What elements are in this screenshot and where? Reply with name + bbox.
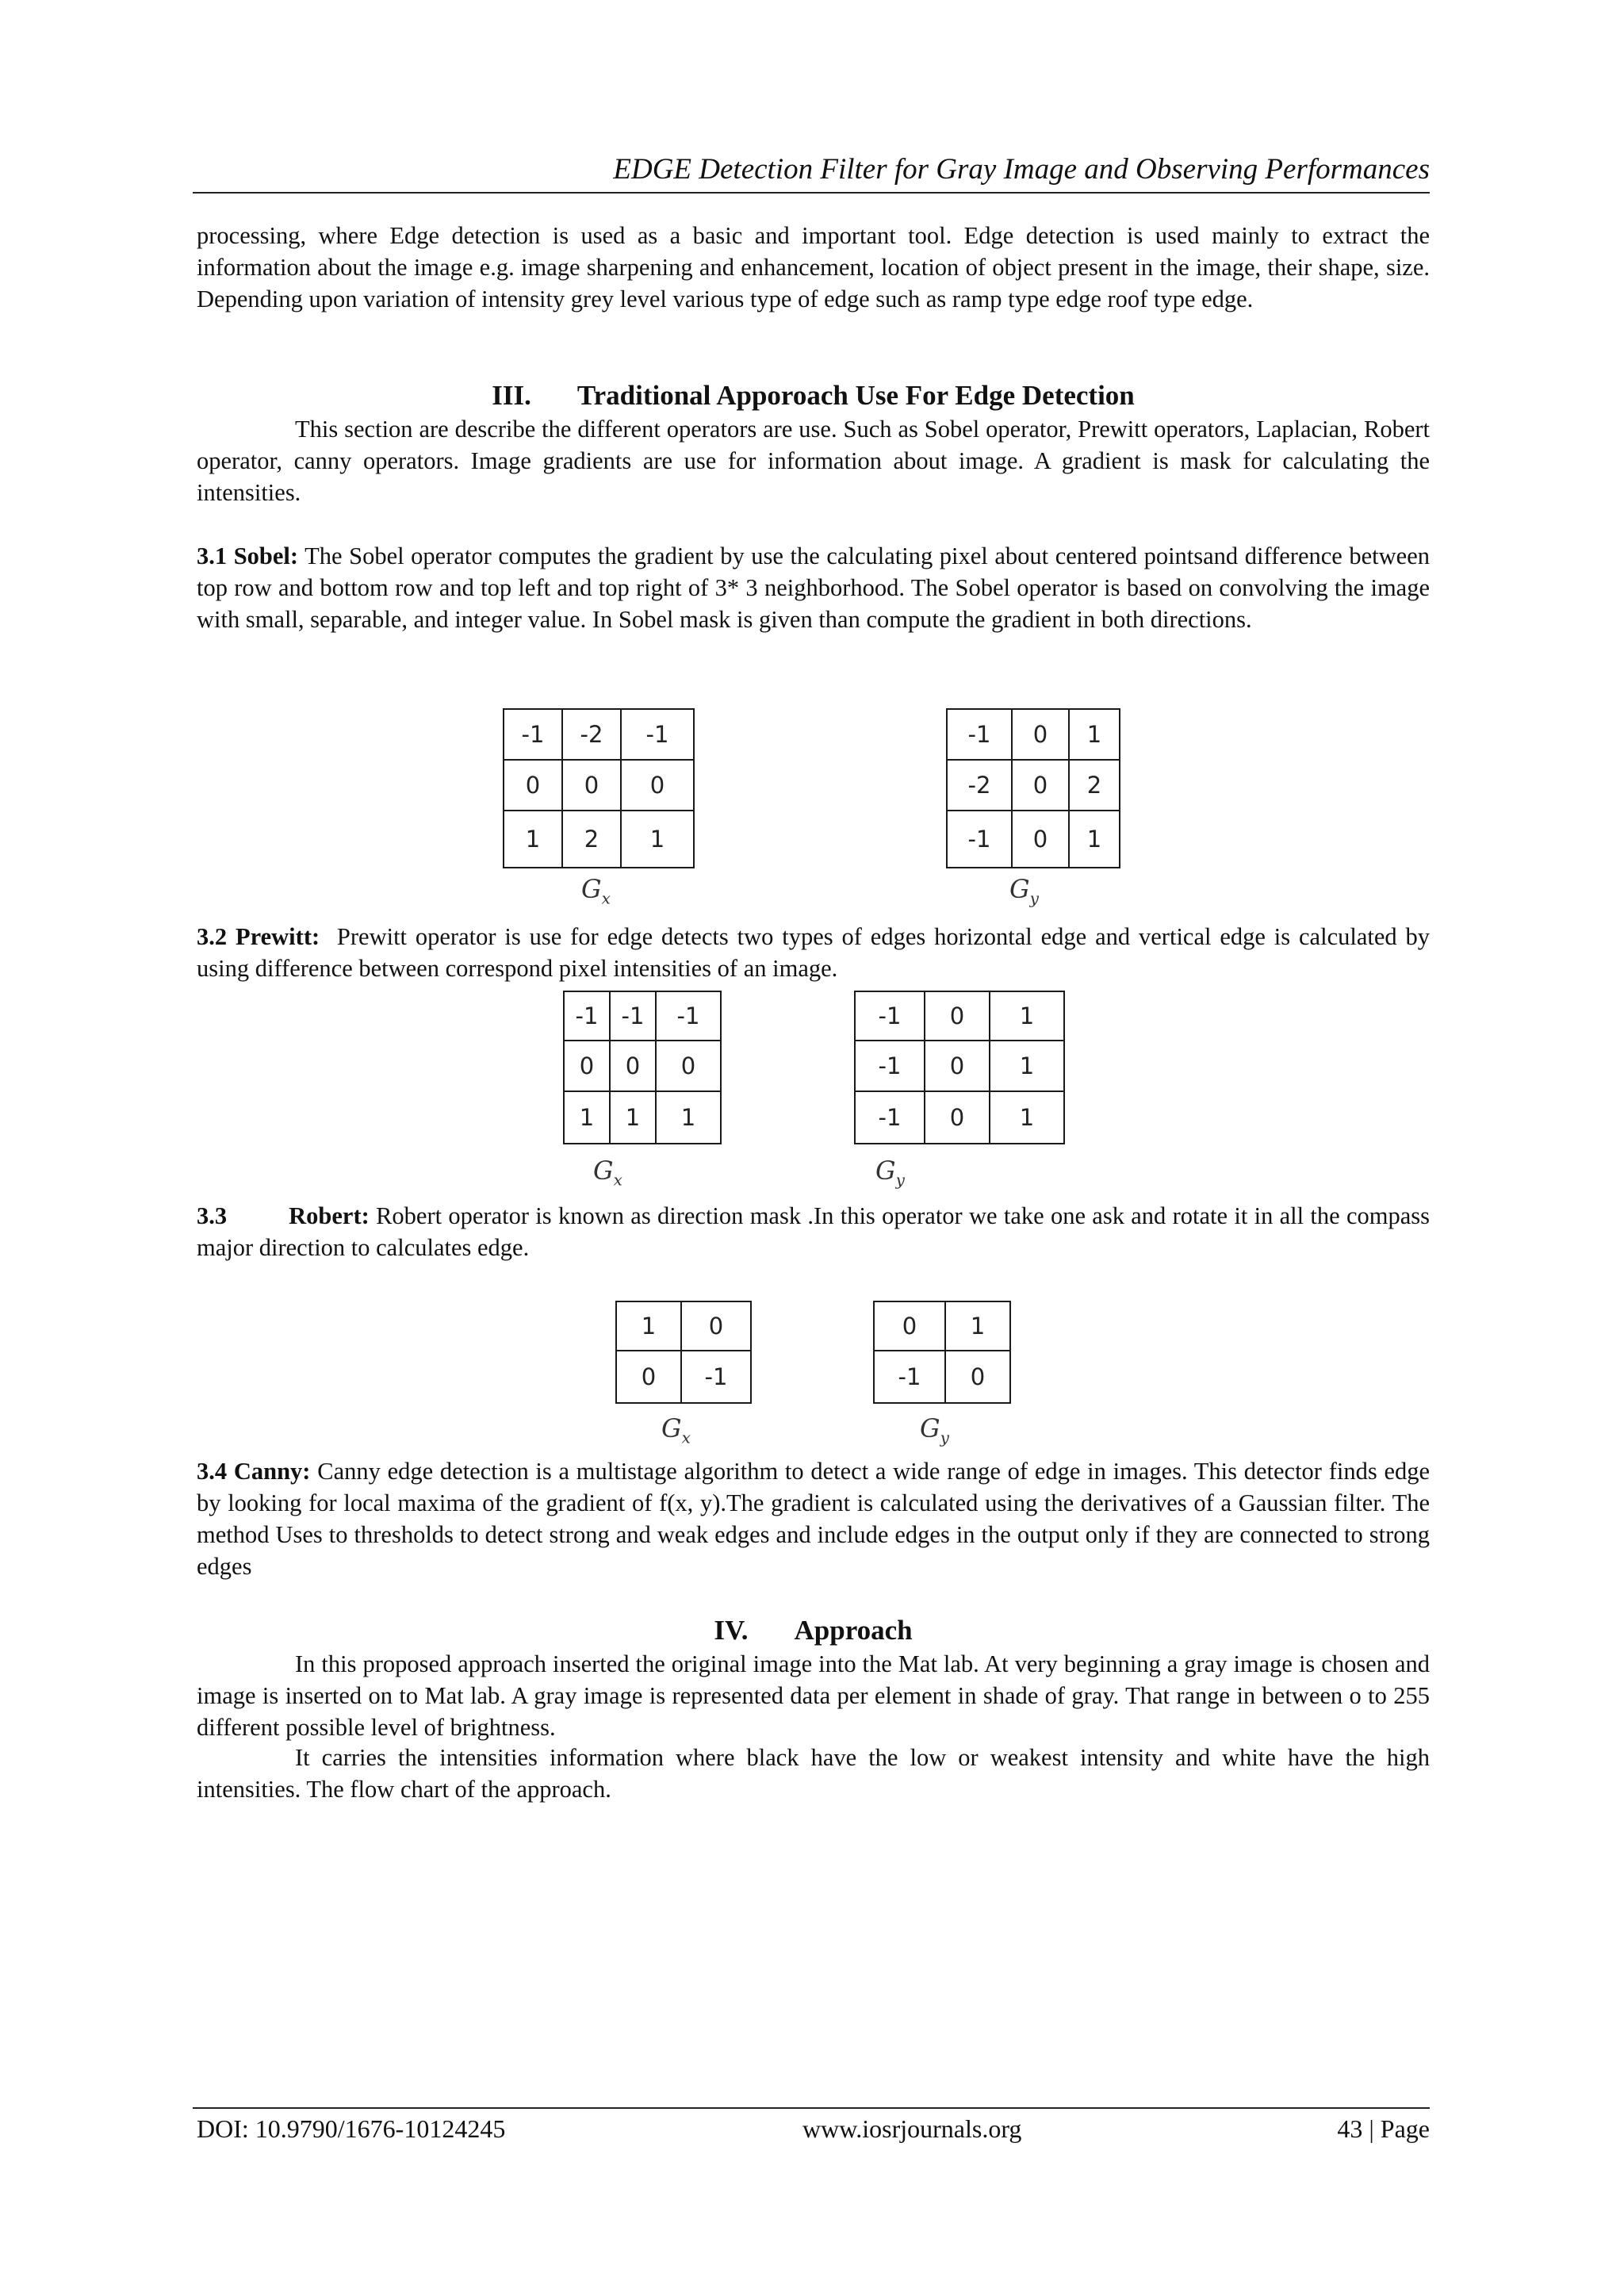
mask-row: [616, 1301, 751, 1351]
sobel-paragraph: [197, 540, 1430, 635]
mask-row: [947, 811, 1120, 868]
sobel-gy-mask: [946, 708, 1120, 868]
section-3-paragraph: This section are describe the different operators are use. Such as Sobel operator, Prewitt operators, Laplacian, Robert operator, canny operators. Image gradients are use for information about image. A gradient is mask for calculating the intensities.: [197, 416, 1430, 506]
sobel-gx-mask: [503, 708, 695, 868]
mask-cell: 1: [564, 1091, 610, 1144]
robert-paragraph: [197, 1200, 1430, 1263]
mask-row: [564, 1091, 721, 1144]
mask-cell: -1: [681, 1351, 751, 1403]
prewitt-gy-label: [875, 1156, 905, 1189]
footer-page-number: 43 | Page: [1337, 2114, 1430, 2143]
prewitt-text: Prewitt operator is use for edge detects two types of edges horizontal edge and vertical edge is calculated by using difference between correspond pixel intensities of an image.: [197, 923, 1431, 982]
canny-label: 3.4 Canny:: [197, 1458, 311, 1485]
robert-gx-mask: [615, 1301, 752, 1404]
mask-cell: -2: [947, 760, 1012, 811]
footer-website[interactable]: www.iosrjournals.org: [802, 2114, 1022, 2143]
header-rule: [193, 192, 1430, 194]
prewitt-paragraph: [197, 921, 1430, 984]
mask-row: [855, 1091, 1064, 1144]
section-4-title: Approach: [794, 1615, 913, 1646]
mask-row: [564, 1041, 721, 1091]
mask-cell: 0: [1012, 709, 1069, 760]
mask-cell: 1: [990, 991, 1064, 1041]
mask-cell: -1: [610, 991, 656, 1041]
mask-cell: 2: [1069, 760, 1120, 811]
canny-text: Canny edge detection is a multistage algorithm to detect a wide range of edge in images. This detector finds edge by looking for local maxima of the gradient of f(x, y).The gradient is calculated using the derivatives of a Gaussian filter. The method Uses to thresholds to detect strong and weak edges and include edges in the output only if they are connected to strong edges: [197, 1458, 1431, 1580]
gx-subscript: x: [613, 1170, 622, 1190]
gy-letter: G: [1009, 874, 1030, 904]
mask-cell: 1: [656, 1091, 721, 1144]
mask-cell: -1: [947, 811, 1012, 868]
mask-cell: 0: [945, 1351, 1010, 1403]
mask-cell: 0: [1012, 760, 1069, 811]
mask-cell: -1: [874, 1351, 945, 1403]
robert-text: Robert operator is known as direction mask .In this operator we take one ask and rotate it in all the compass major direction to calculates edge.: [197, 1202, 1431, 1261]
mask-cell: 1: [504, 811, 562, 868]
footer-rule: [193, 2107, 1430, 2109]
mask-cell: 0: [874, 1301, 945, 1351]
mask-cell: 0: [504, 760, 562, 811]
footer-doi: DOI: 10.9790/1676-10124245: [197, 2114, 506, 2143]
mask-row: [874, 1351, 1010, 1403]
robert-label: Robert:: [289, 1202, 370, 1229]
gy-subscript: y: [940, 1428, 949, 1447]
mask-row: [947, 760, 1120, 811]
mask-cell: 1: [990, 1041, 1064, 1091]
mask-cell: 0: [925, 1041, 990, 1091]
gx-subscript: x: [681, 1428, 691, 1447]
section-3-title: Traditional Apporoach Use For Edge Detection: [576, 380, 1135, 411]
mask-cell: 1: [945, 1301, 1010, 1351]
mask-cell: 1: [1069, 709, 1120, 760]
intro-paragraph: processing, where Edge detection is used as a basic and important tool. Edge detection is used mainly to extract the information about the image e.g. image sharpening and enhancement, location of object present in the image, their shape, size. Depending upon variation of intensity grey level various type of edge such as ramp type edge roof type edge.: [197, 222, 1430, 312]
mask-row: [616, 1351, 751, 1403]
robert-number: 3.3: [197, 1202, 228, 1229]
running-header: EDGE Detection Filter for Gray Image and Observing Performances: [613, 153, 1430, 186]
mask-cell: 1: [1069, 811, 1120, 868]
mask-row: [947, 709, 1120, 760]
section-4-paragraph-2: It carries the intensities information where black have the low or weakest intensity and white have the high intensities. The flow chart of the approach.: [197, 1744, 1430, 1803]
mask-row: [564, 991, 721, 1041]
gx-letter: G: [581, 874, 602, 904]
canny-paragraph: [197, 1455, 1430, 1582]
prewitt-gx-mask: [563, 991, 722, 1144]
mask-row: [504, 811, 694, 868]
mask-row: [504, 709, 694, 760]
prewitt-label: 3.2 Prewitt:: [197, 923, 320, 950]
mask-cell: 1: [610, 1091, 656, 1144]
prewitt-gy-mask: [854, 991, 1065, 1144]
gx-letter: G: [661, 1413, 682, 1443]
section-4-number: IV.: [714, 1615, 749, 1646]
gx-subscript: x: [601, 888, 611, 908]
sobel-label: 3.1 Sobel:: [197, 542, 299, 569]
mask-cell: 0: [621, 760, 694, 811]
prewitt-gx-label: [593, 1156, 622, 1189]
robert-gy-mask: [873, 1301, 1011, 1404]
mask-cell: -2: [562, 709, 621, 760]
section-3-heading: [197, 378, 1430, 413]
robert-gx-label: [661, 1413, 691, 1447]
section-4-heading: [197, 1613, 1430, 1648]
mask-cell: -1: [947, 709, 1012, 760]
mask-cell: 0: [681, 1301, 751, 1351]
mask-cell: 0: [656, 1041, 721, 1091]
mask-cell: 0: [1012, 811, 1069, 868]
gy-letter: G: [875, 1156, 896, 1186]
mask-cell: 1: [621, 811, 694, 868]
mask-cell: 1: [616, 1301, 681, 1351]
sobel-gy-label: [1009, 874, 1039, 907]
gy-letter: G: [920, 1413, 940, 1443]
mask-row: [874, 1301, 1010, 1351]
mask-cell: -1: [564, 991, 610, 1041]
gy-subscript: y: [895, 1170, 905, 1190]
sobel-gx-label: [581, 874, 611, 907]
mask-row: [504, 760, 694, 811]
mask-cell: 0: [925, 1091, 990, 1144]
sobel-text: The Sobel operator computes the gradient by use the calculating pixel about centered pointsand difference between top row and bottom row and top left and top right of 3* 3 neighborhood. The Sobel operator is based on convolving the image with small, separable, and integer value. In Sobel mask is given than compute the gradient in both directions.: [197, 542, 1431, 633]
gy-subscript: y: [1029, 888, 1039, 908]
mask-cell: 1: [990, 1091, 1064, 1144]
mask-cell: -1: [656, 991, 721, 1041]
mask-row: [855, 1041, 1064, 1091]
mask-cell: 0: [562, 760, 621, 811]
mask-cell: 0: [616, 1351, 681, 1403]
mask-cell: 0: [610, 1041, 656, 1091]
mask-cell: 0: [925, 991, 990, 1041]
gx-letter: G: [593, 1156, 614, 1186]
mask-cell: 0: [564, 1041, 610, 1091]
section-4-paragraph-1: In this proposed approach inserted the original image into the Mat lab. At very beginning a gray image is chosen and image is inserted on to Mat lab. A gray image is represented data per element in shade of gray. That range in between o to 255 different possible level of brightness.: [197, 1650, 1430, 1741]
mask-cell: -1: [504, 709, 562, 760]
mask-cell: -1: [855, 1091, 925, 1144]
mask-cell: -1: [621, 709, 694, 760]
mask-cell: 2: [562, 811, 621, 868]
mask-cell: -1: [855, 991, 925, 1041]
mask-row: [855, 991, 1064, 1041]
mask-cell: -1: [855, 1041, 925, 1091]
section-3-number: III.: [492, 380, 531, 411]
robert-gy-label: [920, 1413, 949, 1447]
